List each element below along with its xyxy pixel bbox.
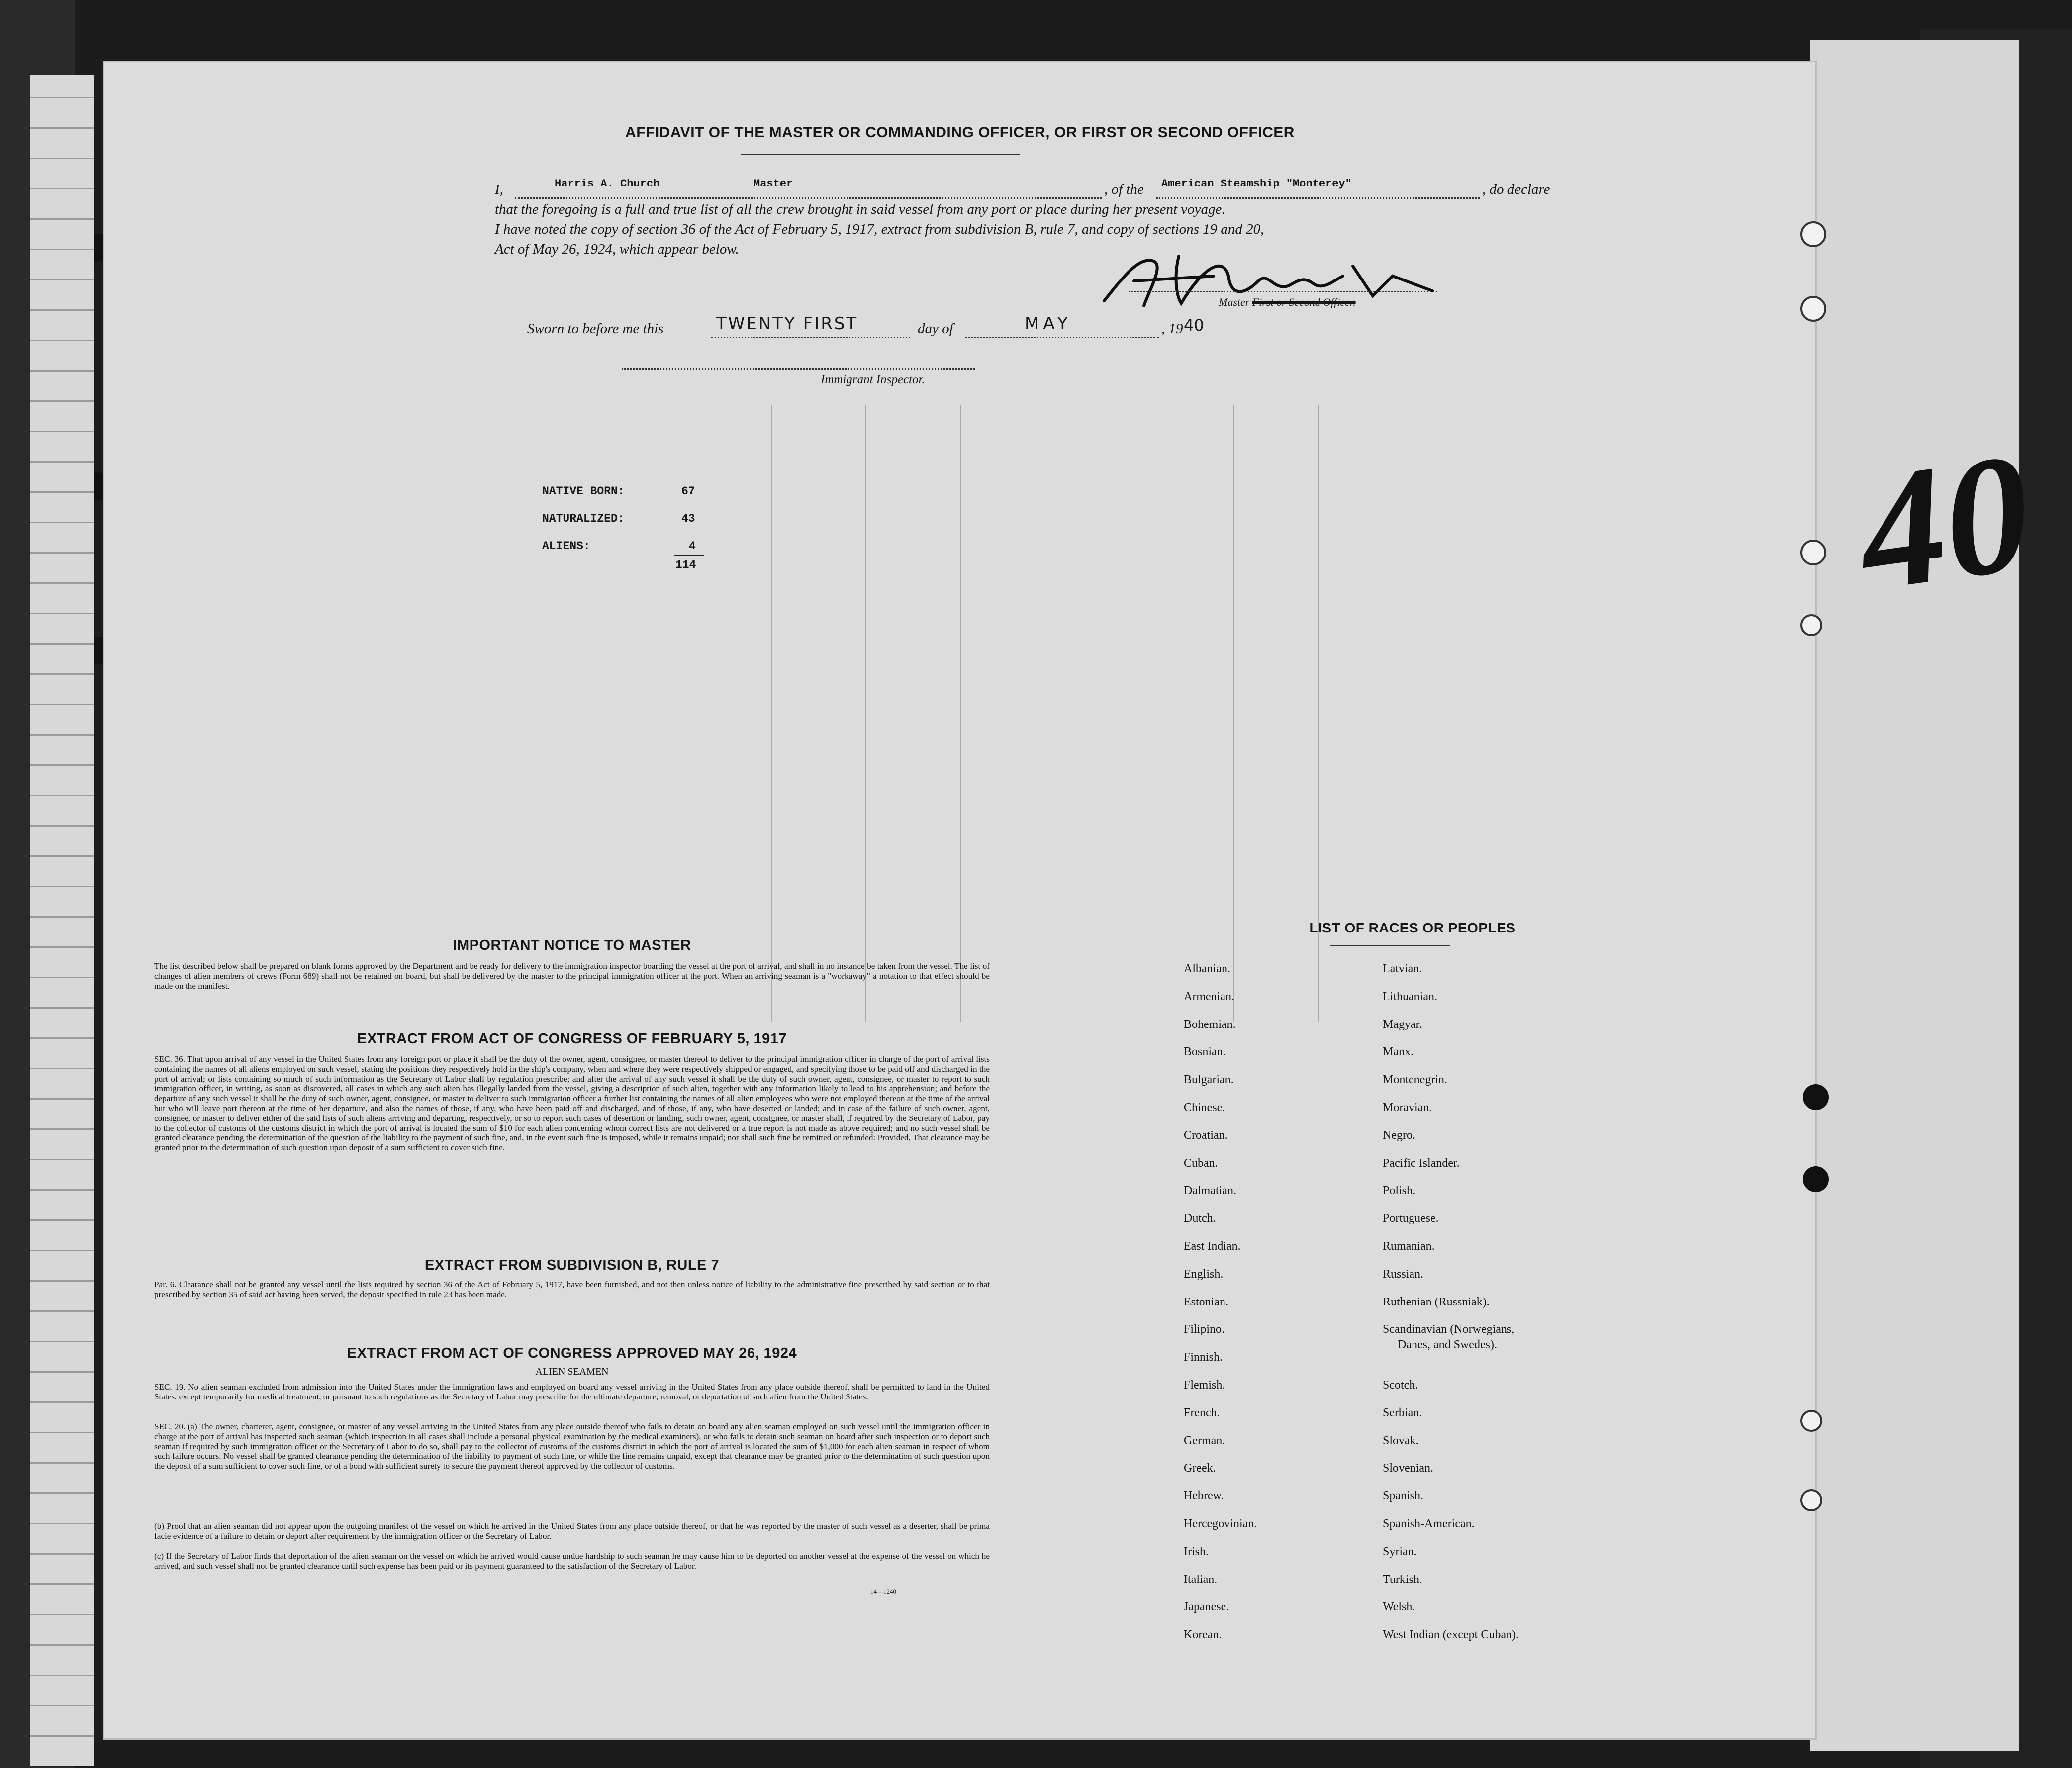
race-item: Finnish. [1184, 1351, 1223, 1364]
sec20c-body: (c) If the Secretary of Labor finds that deportation of the alien seaman on the vessel on which he arrived would cause undue hardship to such seaman he may cause him to be deported on another vessel at the expense of the vessel on which he arrived, and such vessel shall not be granted clearance until such expense has been paid or its payment guaranteed to the satisfaction of the Secretary of Labor. [154, 1551, 990, 1571]
sec20b-body: (b) Proof that an alien seaman did not appear upon the outgoing manifest of the vessel on which he arrived in the United States from any place outside thereof, or that he was reported by the master of such vessel as a deserter, shall be prima facie evidence of a failure to detain or deport after requirement by the immigration officer or the Secretary of Labor. [154, 1521, 990, 1541]
bleed-column-rule [865, 405, 866, 1022]
rule7-body: Par. 6. Clearance shall not be granted any vessel until the lists required by section 36 of the Act of February 5, 1917, have been furnished, and not then unless notice of liability to the administrative fine prescribed by said section or to that prescribed by section 35 of said act having been served, the deposit specified in rule 23 has been made. [154, 1280, 990, 1299]
alien-seamen-subtitle: ALIEN SEAMEN [535, 1366, 609, 1377]
race-item: Ruthenian (Russniak). [1383, 1295, 1490, 1308]
sec20a-body: SEC. 20. (a) The owner, charterer, agent, consignee, or master of any vessel arriving in the United States from any place outside thereof who fails to detain on board any alien seaman employed on such vessel until the immigration officer in charge at the port of arrival has inspected such seaman (which inspection in all cases shall include a personal physical examination by the medical examiners), or who fails to detain such seaman on board after such inspection or to deport such seaman if required by such immigration officer or the Secretary of Labor to do so, shall pay to the collector of customs of the customs district in which the port of arrival is located the sum of $1,000 for each alien seaman in respect of whom such failure occurs. No vessel shall be granted clearance pending the determination of the liability to payment of such fine, or while the fine remains unpaid, except that clearance may be granted prior to the determination of such question upon the deposit of a sum sufficient to cover such fine, or of a bond with sufficient surety to secure the payment thereof approved by the collector of customs. [154, 1422, 990, 1471]
binder-hole [1803, 1084, 1829, 1110]
race-item: Cuban. [1184, 1156, 1218, 1170]
race-item: Syrian. [1383, 1545, 1417, 1558]
margin-number-mark: 40 [1848, 417, 2042, 627]
sworn-prefix: Sworn to before me this [527, 321, 664, 337]
signature-line [1129, 291, 1437, 292]
binder-hole [1803, 1166, 1829, 1192]
sworn-line [527, 314, 1522, 346]
form-number: 14—1240 [870, 1588, 896, 1595]
sec19-body: SEC. 19. No alien seaman excluded from admission into the United States under the immigration laws and employed on board any vessel arriving in the United States from any place outside thereof, shall be permitted to land in the United States, except temporarily for medical treatment, or pursuant to such regulations as the Secretary of Labor may prescribe for the ultimate departure, removal, or deportation of such alien from the United States. [154, 1382, 990, 1401]
race-item: Scotch. [1383, 1378, 1418, 1392]
sworn-year: 40 [1184, 316, 1204, 335]
officer-name: Harris A. Church [555, 178, 660, 190]
race-item: Montenegrin. [1383, 1073, 1447, 1087]
race-item: Armenian. [1184, 990, 1234, 1003]
signature-role-struck: First or Second Officer. [1252, 296, 1356, 308]
affidavit-line-4: Act of May 26, 1924, which appear below. [495, 241, 739, 257]
rule7-title: EXTRACT FROM SUBDIVISION B, RULE 7 [424, 1257, 720, 1273]
native-born-label: NATIVE BORN: [542, 485, 625, 498]
naturalized-label: NATURALIZED: [542, 512, 625, 525]
binder-hole [1800, 221, 1826, 247]
race-item: Turkish. [1383, 1573, 1422, 1586]
underlying-page-edge [1810, 40, 2019, 1751]
sworn-mid: day of [918, 321, 953, 337]
race-item: Hebrew. [1184, 1489, 1224, 1503]
race-item: German. [1184, 1434, 1225, 1447]
races-column-2 [1383, 962, 1621, 1656]
summary-total-rule [674, 555, 704, 556]
race-item: Dutch. [1184, 1212, 1216, 1225]
race-item: Japanese. [1184, 1600, 1229, 1614]
race-item: Negro. [1383, 1128, 1415, 1142]
race-item: West Indian (except Cuban). [1383, 1628, 1519, 1642]
extract-1917-body: SEC. 36. That upon arrival of any vessel in the United States from any foreign port or place it shall be the duty of the owner, agent, consignee, or master thereof to deliver to the principal immigration officer in charge of the port of arrival lists containing the names of all aliens employed on such vessel, stating the positions they respectively hold in the ship's company, when and where they were respectively shipped or engaged, and specifying those to be paid off and discharged in the port of arrival; or lists containing so much of such information as the Secretary of Labor shall by regulation prescribe; and after the arrival of any such vessel it shall be the duty of such owner, agent, consignee, or master to report to such immigration officer, in writing, as soon as discovered, all cases in which any such alien has illegally landed from the vessel, giving a description of such alien, together with any information likely to lead to his apprehension; and before the departure of any such vessel it shall be the duty of such owner, agent, consignee, or master to deliver to such immigration officer a further list containing the names of all alien employees who were not employed thereon at the time of the arrival but who will leave port thereon at the time of her departure, and also the names of those, if any, who have been paid off and discharged, and of those, if any, who have deserted or landed; and in case of the failure of such owner, agent, consignee, or master to deliver either of the said lists of such aliens arriving and departing, respectively, or so to report such cases of desertion or landing, such owner, agent, consignee, or master shall, if required by the Secretary of Labor, pay to the collector of customs of the customs district in which the port of arrival is located the sum of $10 for each alien concerning whom correct lists are not delivered or a true report is not made as above required; and no such vessel shall be granted clearance pending the determination of the question of the liability to the payment of such fine, and, in the event such fine is imposed, while it remains unpaid; nor shall such fine be remitted or refunded: Provided, That clearance may be granted prior to the determination of such question upon deposit of a sum sufficient to cover such fine. [154, 1054, 990, 1153]
race-item: Croatian. [1184, 1128, 1228, 1142]
binder-hole [1800, 1489, 1822, 1511]
race-item: Slovenian. [1383, 1462, 1433, 1475]
affidavit-line-3: I have noted the copy of section 36 of the Act of February 5, 1917, extract from subdivision B, rule 7, and copy of sections 19 and 20, [495, 221, 1264, 237]
title-rule [741, 154, 1020, 155]
signature-role [1219, 296, 1356, 309]
binder-hole [1800, 296, 1826, 322]
races-column-1 [1184, 962, 1383, 1656]
vessel-name: American Steamship "Monterey" [1161, 178, 1352, 190]
signature-role-prefix: Master [1219, 296, 1250, 308]
native-born-value: 67 [681, 485, 695, 498]
inspector-label: Immigrant Inspector. [821, 373, 925, 386]
race-item: Filipino. [1184, 1323, 1225, 1336]
race-item: Spanish-American. [1383, 1517, 1475, 1530]
bleed-column-rule [960, 405, 961, 1022]
race-item: Slovak. [1383, 1434, 1419, 1447]
extract-1917-title: EXTRACT FROM ACT OF CONGRESS OF FEBRUARY 5, 1917 [357, 1031, 787, 1047]
race-item: Estonian. [1184, 1295, 1228, 1308]
sworn-year-prefix: , 19 [1161, 321, 1183, 337]
race-item: Scandinavian (Norwegians, [1383, 1323, 1515, 1336]
race-item: Latvian. [1383, 962, 1422, 975]
sworn-month: MAY [1025, 314, 1072, 334]
crew-total: 114 [675, 558, 696, 571]
race-item: Serbian. [1383, 1406, 1422, 1419]
race-item: Welsh. [1383, 1600, 1415, 1614]
bleed-column-rule [771, 405, 772, 1022]
race-item: Lithuanian. [1383, 990, 1437, 1003]
affidavit-intro: I, [495, 182, 503, 197]
race-item: Hercegovinian. [1184, 1517, 1257, 1530]
inspector-signature-line [622, 368, 975, 370]
race-item: English. [1184, 1267, 1224, 1281]
race-item: Portuguese. [1383, 1212, 1439, 1225]
aliens-label: ALIENS: [542, 540, 590, 553]
do-declare-label: , do declare [1482, 182, 1550, 197]
race-item: Irish. [1184, 1545, 1209, 1558]
race-item: Albanian. [1184, 962, 1230, 975]
binder-hole [1800, 540, 1826, 565]
officer-rank: Master [753, 178, 793, 190]
race-item: Korean. [1184, 1628, 1222, 1642]
extract-1924-title: EXTRACT FROM ACT OF CONGRESS APPROVED MAY 26, 1924 [347, 1345, 797, 1361]
race-item: Polish. [1383, 1184, 1416, 1198]
affidavit-line-1 [495, 178, 1589, 201]
race-item: East Indian. [1184, 1239, 1241, 1253]
sworn-day: TWENTY FIRST [716, 314, 858, 334]
binder-hole [1800, 614, 1822, 636]
race-item: Moravian. [1383, 1101, 1432, 1114]
affidavit-title: AFFIDAVIT OF THE MASTER OR COMMANDING OFFICER, OR FIRST OR SECOND OFFICER [625, 124, 1295, 141]
notice-body: The list described below shall be prepared on blank forms approved by the Department and be ready for delivery to the immigration inspector boarding the vessel at the port of arrival, and shall in no instance be taken from the vessel. The list of changes of alien members of crews (Form 689) shall not be retained on board, but shall be delivered by the master to the principal immigration officer at the port. When an arriving seaman is a "workaway" a notation to that effect should be made on the manifest. [154, 961, 990, 991]
race-item: Magyar. [1383, 1018, 1422, 1031]
notice-title: IMPORTANT NOTICE TO MASTER [453, 937, 691, 953]
races-title: LIST OF RACES OR PEOPLES [1309, 920, 1516, 935]
races-title-rule [1330, 945, 1450, 946]
naturalized-value: 43 [681, 512, 695, 525]
race-item: Chinese. [1184, 1101, 1225, 1114]
aliens-value: 4 [689, 540, 696, 553]
race-item: Italian. [1184, 1573, 1218, 1586]
manifest-page [104, 62, 1815, 1738]
race-item: Bulgarian. [1184, 1073, 1234, 1087]
race-item: Greek. [1184, 1462, 1216, 1475]
race-item: French. [1184, 1406, 1220, 1419]
race-item: Manx. [1383, 1045, 1413, 1059]
race-item: Bohemian. [1184, 1018, 1236, 1031]
binder-hole [1800, 1410, 1822, 1432]
race-item: Bosnian. [1184, 1045, 1226, 1059]
race-item: Pacific Islander. [1383, 1156, 1460, 1170]
of-the-label: , of the [1104, 182, 1144, 197]
affidavit-line-2: that the foregoing is a full and true list of all the crew brought in said vessel from any port or place during her present voyage. [495, 201, 1225, 217]
left-ledger-strip [30, 75, 94, 1766]
race-item: Dalmatian. [1184, 1184, 1236, 1198]
race-item: Rumanian. [1383, 1239, 1435, 1253]
race-item: Russian. [1383, 1267, 1424, 1281]
race-item: Flemish. [1184, 1378, 1225, 1392]
race-item: Spanish. [1383, 1489, 1424, 1503]
race-item-continuation: Danes, and Swedes). [1398, 1338, 1497, 1352]
